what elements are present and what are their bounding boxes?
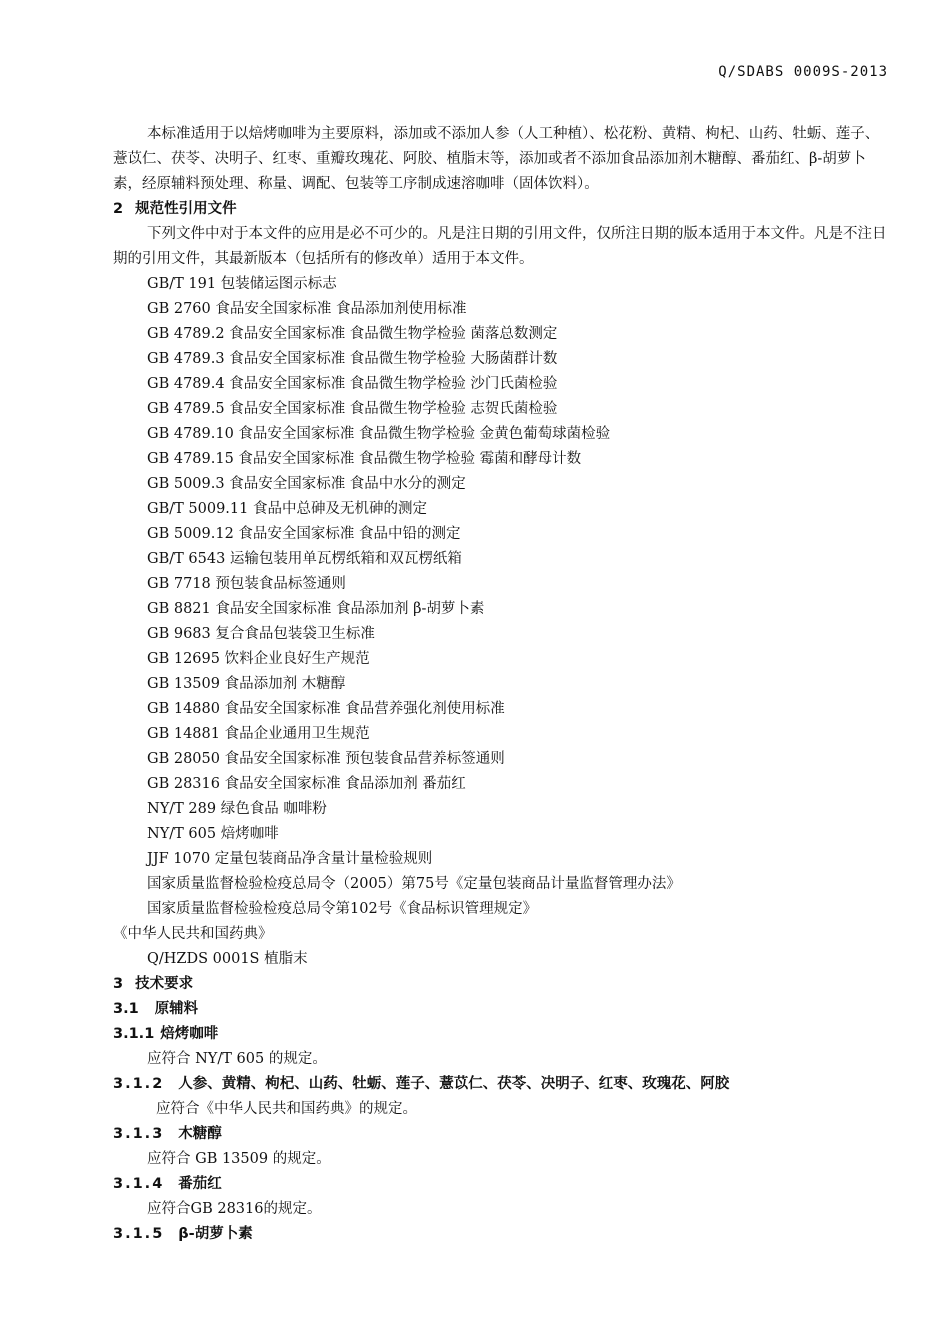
clause-heading-3-1-4	[113, 1172, 893, 1197]
reference-item: GB 9683 复合食品包装袋卫生标准	[147, 626, 375, 642]
reference-item: GB 5009.12 食品安全国家标准 食品中铅的测定	[147, 526, 461, 542]
clause-title: 木糖醇	[178, 1126, 222, 1142]
section-number: 2	[113, 201, 124, 217]
section-heading-3	[113, 972, 893, 997]
clause-heading-3-1-2	[113, 1072, 893, 1097]
subsection-title: 原辅料	[154, 1001, 199, 1017]
clause-title: β-胡萝卜素	[178, 1226, 253, 1242]
reference-item: GB 28316 食品安全国家标准 食品添加剂 番茄红	[147, 776, 466, 792]
reference-item: 国家质量监督检验检疫总局令（2005）第75号《定量包装商品计量监督管理办法》	[147, 876, 681, 892]
reference-item: GB 4789.15 食品安全国家标准 食品微生物学检验 霉菌和酵母计数	[147, 451, 582, 467]
clause-title: 焙烤咖啡	[160, 1026, 219, 1042]
reference-item: GB 4789.10 食品安全国家标准 食品微生物学检验 金黄色葡萄球菌检验	[147, 426, 611, 442]
subsection-number: 3.1	[113, 1001, 139, 1017]
subsection-heading-3-1	[113, 997, 893, 1022]
reference-item: GB/T 5009.11 食品中总砷及无机砷的测定	[147, 501, 427, 517]
reference-item: GB 7718 预包装食品标签通则	[147, 576, 346, 592]
clause-number: 3.1.1	[113, 1026, 155, 1042]
reference-item: Q/HZDS 0001S 植脂末	[147, 951, 308, 967]
reference-item: GB 4789.5 食品安全国家标准 食品微生物学检验 志贺氏菌检验	[147, 401, 558, 417]
section-title: 技术要求	[135, 976, 194, 992]
section-heading-2	[113, 197, 893, 222]
reference-item: GB 4789.2 食品安全国家标准 食品微生物学检验 菌落总数测定	[147, 326, 558, 342]
clause-heading-3-1-5	[113, 1222, 893, 1247]
clause-number: 3.1.4	[113, 1176, 165, 1192]
reference-item: GB 12695 饮料企业良好生产规范	[147, 651, 370, 667]
reference-item: NY/T 289 绿色食品 咖啡粉	[147, 801, 327, 817]
scope-paragraph: 本标准适用于以焙烤咖啡为主要原料，添加或不添加人参（人工种植）、松花粉、黄精、枸杞、山药、牡蛎、莲子、薏苡仁、茯苓、决明子、红枣、重瓣玫瑰花、阿胶、植脂末等，添加或者不添加食品添加剂木糖醇、番茄红、β-胡萝卜素，经原辅料预处理、称量、调配、包装等工序制成速溶咖啡（固体饮料）。	[113, 126, 880, 192]
reference-item: GB 8821 食品安全国家标准 食品添加剂 β-胡萝卜素	[147, 601, 485, 617]
reference-item: GB/T 191 包装储运图示标志	[147, 276, 337, 292]
reference-item: NY/T 605 焙烤咖啡	[147, 826, 279, 842]
references-intro: 下列文件中对于本文件的应用是必不可少的。凡是注日期的引用文件，仅所注日期的版本适用于本文件。凡是不注日期的引用文件，其最新版本（包括所有的修改单）适用于本文件。	[113, 226, 887, 267]
reference-item: GB/T 6543 运输包装用单瓦楞纸箱和双瓦楞纸箱	[147, 551, 462, 567]
clause-title: 番茄红	[178, 1176, 222, 1192]
clause-number: 3.1.3	[113, 1126, 165, 1142]
section-number: 3	[113, 976, 124, 992]
reference-item: GB 14881 食品企业通用卫生规范	[147, 726, 370, 742]
reference-item: GB 4789.3 食品安全国家标准 食品微生物学检验 大肠菌群计数	[147, 351, 558, 367]
section-title: 规范性引用文件	[135, 201, 237, 217]
reference-item: GB 5009.3 食品安全国家标准 食品中水分的测定	[147, 476, 466, 492]
clause-body: 应符合 NY/T 605 的规定。	[147, 1051, 327, 1067]
reference-item: GB 13509 食品添加剂 木糖醇	[147, 676, 346, 692]
clause-title: 人参、黄精、枸杞、山药、牡蛎、莲子、薏苡仁、茯苓、决明子、红枣、玫瑰花、阿胶	[178, 1076, 730, 1092]
reference-item: 国家质量监督检验检疫总局令第102号《食品标识管理规定》	[147, 901, 538, 917]
document-body	[113, 122, 893, 1247]
reference-item: GB 2760 食品安全国家标准 食品添加剂使用标准	[147, 301, 467, 317]
clause-body: 应符合GB 28316的规定。	[147, 1201, 322, 1217]
reference-item: GB 4789.4 食品安全国家标准 食品微生物学检验 沙门氏菌检验	[147, 376, 558, 392]
document-code: Q/SDABS 0009S-2013	[718, 64, 888, 80]
reference-item: GB 14880 食品安全国家标准 食品营养强化剂使用标准	[147, 701, 505, 717]
clause-body: 应符合 GB 13509 的规定。	[147, 1151, 331, 1167]
clause-body: 应符合《中华人民共和国药典》的规定。	[156, 1101, 417, 1117]
clause-heading-3-1-3	[113, 1122, 893, 1147]
reference-item: GB 28050 食品安全国家标准 预包装食品营养标签通则	[147, 751, 505, 767]
reference-item-pharmacopoeia: 《中华人民共和国药典》	[113, 926, 273, 942]
clause-number: 3.1.5	[113, 1226, 165, 1242]
reference-item: JJF 1070 定量包装商品净含量计量检验规则	[147, 851, 433, 867]
clause-number: 3.1.2	[113, 1076, 165, 1092]
reference-list	[113, 272, 893, 972]
clause-heading-3-1-1	[113, 1022, 893, 1047]
